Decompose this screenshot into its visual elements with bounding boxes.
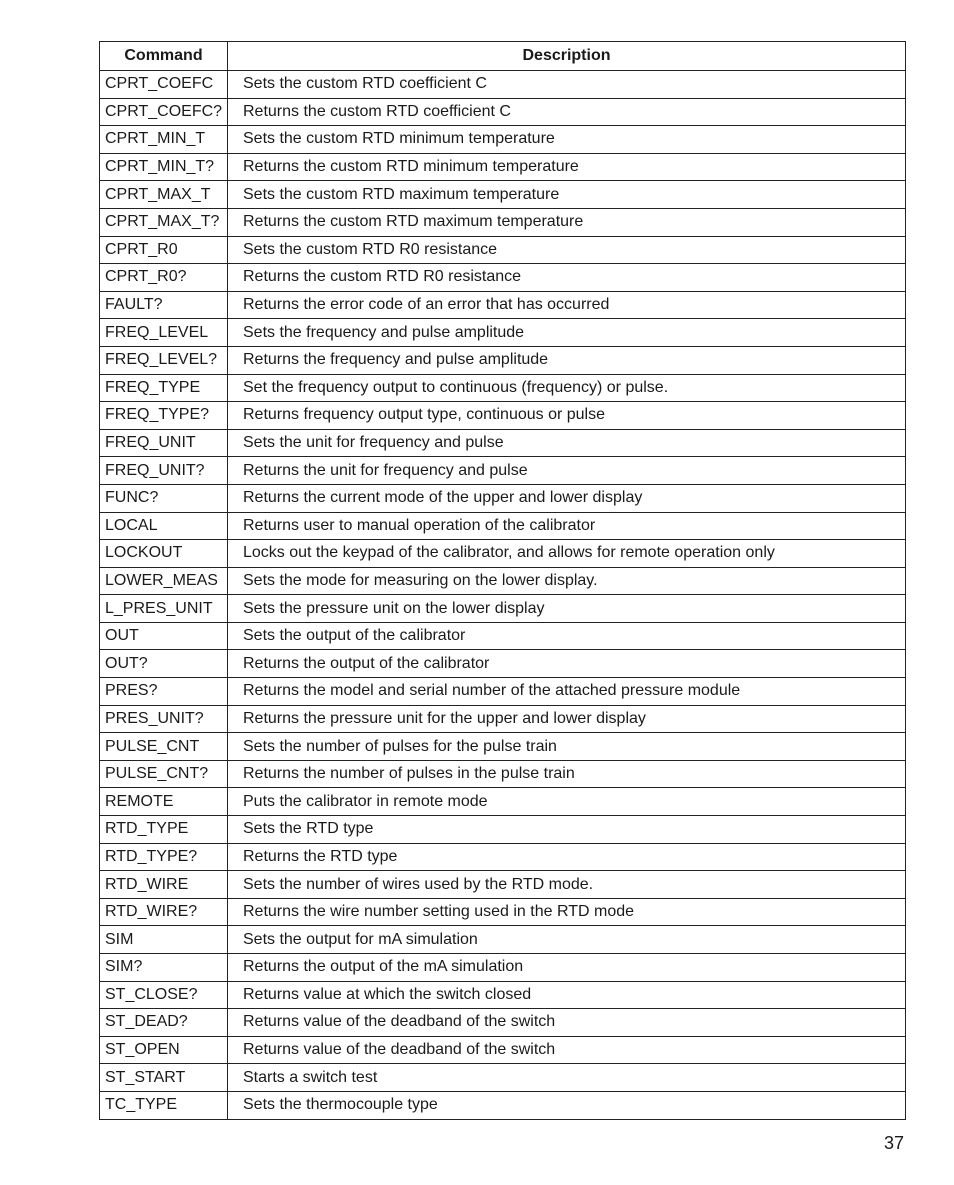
table-row [100, 954, 906, 982]
description-cell: Returns the custom RTD minimum temperature [228, 153, 906, 181]
page-number: 37 [883, 1133, 904, 1153]
description-cell: Returns the frequency and pulse amplitude [228, 346, 906, 374]
description-cell: Returns the wire number setting used in the RTD mode [228, 898, 906, 926]
description-cell: Returns frequency output type, continuous or pulse [228, 402, 906, 430]
command-cell: CPRT_COEFC [100, 71, 228, 99]
command-cell: RTD_WIRE? [100, 898, 228, 926]
table-row [100, 843, 906, 871]
command-cell: SIM [100, 926, 228, 954]
command-cell: CPRT_MAX_T [100, 181, 228, 209]
command-table [99, 41, 906, 1120]
command-cell: ST_DEAD? [100, 1009, 228, 1037]
command-cell: CPRT_MIN_T [100, 126, 228, 154]
table-row [100, 788, 906, 816]
command-cell: PULSE_CNT [100, 733, 228, 761]
table-row [100, 567, 906, 595]
description-cell: Sets the thermocouple type [228, 1091, 906, 1119]
command-cell: L_PRES_UNIT [100, 595, 228, 623]
description-cell: Locks out the keypad of the calibrator, and allows for remote operation only [228, 540, 906, 568]
command-cell: SIM? [100, 954, 228, 982]
table-row [100, 457, 906, 485]
description-cell: Returns the custom RTD maximum temperature [228, 208, 906, 236]
table-row [100, 291, 906, 319]
description-cell: Returns value at which the switch closed [228, 981, 906, 1009]
description-cell: Returns the error code of an error that has occurred [228, 291, 906, 319]
description-cell: Returns the RTD type [228, 843, 906, 871]
description-cell: Sets the unit for frequency and pulse [228, 429, 906, 457]
description-cell: Returns the unit for frequency and pulse [228, 457, 906, 485]
command-cell: FREQ_UNIT [100, 429, 228, 457]
command-cell: TC_TYPE [100, 1091, 228, 1119]
table-row [100, 374, 906, 402]
table-row [100, 512, 906, 540]
description-cell: Returns user to manual operation of the calibrator [228, 512, 906, 540]
command-cell: PULSE_CNT? [100, 760, 228, 788]
description-cell: Puts the calibrator in remote mode [228, 788, 906, 816]
table-row [100, 1036, 906, 1064]
description-cell: Sets the custom RTD minimum temperature [228, 126, 906, 154]
description-cell: Sets the custom RTD R0 resistance [228, 236, 906, 264]
command-column-header: Command [100, 42, 228, 71]
table-row [100, 1091, 906, 1119]
command-cell: CPRT_R0? [100, 264, 228, 292]
description-cell: Returns the current mode of the upper and lower display [228, 484, 906, 512]
description-cell: Sets the RTD type [228, 816, 906, 844]
command-cell: PRES_UNIT? [100, 705, 228, 733]
command-cell: RTD_TYPE [100, 816, 228, 844]
table-row [100, 733, 906, 761]
command-cell: CPRT_COEFC? [100, 98, 228, 126]
table-row [100, 153, 906, 181]
command-cell: CPRT_MAX_T? [100, 208, 228, 236]
table-body [100, 71, 906, 1120]
command-cell: RTD_TYPE? [100, 843, 228, 871]
description-cell: Sets the pressure unit on the lower display [228, 595, 906, 623]
description-cell: Sets the custom RTD maximum temperature [228, 181, 906, 209]
table-row [100, 622, 906, 650]
command-cell: REMOTE [100, 788, 228, 816]
command-cell: FREQ_LEVEL [100, 319, 228, 347]
table-row [100, 126, 906, 154]
description-cell: Sets the output for mA simulation [228, 926, 906, 954]
description-cell: Sets the output of the calibrator [228, 622, 906, 650]
command-cell: FAULT? [100, 291, 228, 319]
table-row [100, 319, 906, 347]
command-cell: CPRT_R0 [100, 236, 228, 264]
table-row [100, 760, 906, 788]
table-row [100, 705, 906, 733]
command-cell: RTD_WIRE [100, 871, 228, 899]
command-cell: FREQ_LEVEL? [100, 346, 228, 374]
table-row [100, 208, 906, 236]
command-cell: ST_START [100, 1064, 228, 1092]
command-cell: ST_OPEN [100, 1036, 228, 1064]
description-cell: Returns value of the deadband of the switch [228, 1036, 906, 1064]
description-cell: Returns the pressure unit for the upper and lower display [228, 705, 906, 733]
table-row [100, 678, 906, 706]
description-cell: Returns the number of pulses in the pulse train [228, 760, 906, 788]
command-cell: LOCKOUT [100, 540, 228, 568]
table-row [100, 926, 906, 954]
command-cell: FREQ_TYPE? [100, 402, 228, 430]
description-cell: Returns the custom RTD coefficient C [228, 98, 906, 126]
command-cell: OUT [100, 622, 228, 650]
table-row [100, 1009, 906, 1037]
command-cell: CPRT_MIN_T? [100, 153, 228, 181]
table-row [100, 402, 906, 430]
description-cell: Returns the custom RTD R0 resistance [228, 264, 906, 292]
command-cell: FREQ_UNIT? [100, 457, 228, 485]
table-row [100, 346, 906, 374]
table-row [100, 981, 906, 1009]
description-cell: Sets the frequency and pulse amplitude [228, 319, 906, 347]
table-row [100, 236, 906, 264]
description-cell: Sets the mode for measuring on the lower display. [228, 567, 906, 595]
table-row [100, 650, 906, 678]
command-cell: FUNC? [100, 484, 228, 512]
table-row [100, 816, 906, 844]
table-row [100, 1064, 906, 1092]
description-cell: Returns value of the deadband of the switch [228, 1009, 906, 1037]
table-row [100, 484, 906, 512]
description-cell: Returns the model and serial number of the attached pressure module [228, 678, 906, 706]
table-row [100, 71, 906, 99]
table-row [100, 181, 906, 209]
description-cell: Returns the output of the calibrator [228, 650, 906, 678]
command-cell: LOWER_MEAS [100, 567, 228, 595]
description-column-header: Description [228, 42, 906, 71]
table-row [100, 98, 906, 126]
table-header-row [100, 42, 906, 71]
description-cell: Sets the number of wires used by the RTD mode. [228, 871, 906, 899]
description-cell: Starts a switch test [228, 1064, 906, 1092]
description-cell: Returns the output of the mA simulation [228, 954, 906, 982]
table-row [100, 429, 906, 457]
command-cell: FREQ_TYPE [100, 374, 228, 402]
table-row [100, 898, 906, 926]
description-cell: Set the frequency output to continuous (frequency) or pulse. [228, 374, 906, 402]
table-row [100, 264, 906, 292]
command-cell: OUT? [100, 650, 228, 678]
table-row [100, 540, 906, 568]
description-cell: Sets the custom RTD coefficient C [228, 71, 906, 99]
description-cell: Sets the number of pulses for the pulse train [228, 733, 906, 761]
command-cell: ST_CLOSE? [100, 981, 228, 1009]
table-row [100, 595, 906, 623]
command-cell: LOCAL [100, 512, 228, 540]
table-row [100, 871, 906, 899]
command-cell: PRES? [100, 678, 228, 706]
